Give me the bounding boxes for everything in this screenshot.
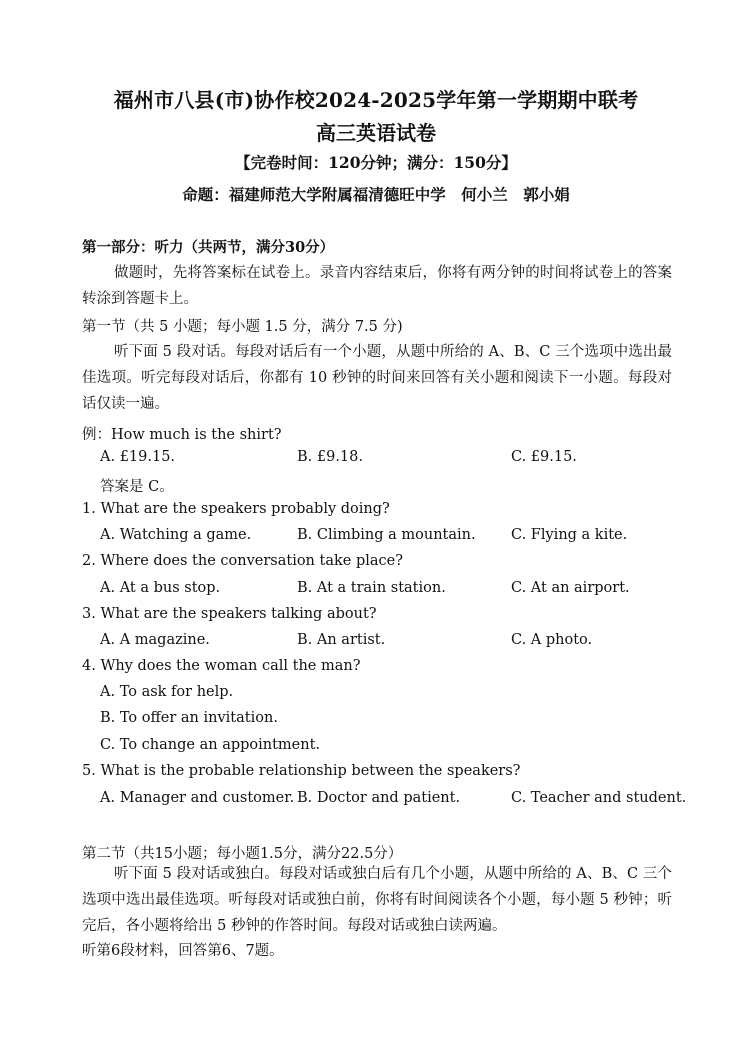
q2-option-a: A. At a bus stop. <box>100 580 221 596</box>
q5-option-c: C. Teacher and student. <box>511 790 687 806</box>
question-5: 5. What is the probable relationship between the speakers? <box>82 763 521 779</box>
exam-author: 命题：福建师范大学附属福清德旺中学 何小兰 郭小娟 <box>182 185 570 204</box>
question-1: 1. What are the speakers probably doing? <box>82 501 390 517</box>
q3-option-c: C. A photo. <box>511 632 593 648</box>
q5-option-a: A. Manager and customer. <box>100 790 295 806</box>
material-note: 听第6段材料，回答第6、7题。 <box>82 943 284 959</box>
q1-option-a: A. Watching a game. <box>100 527 252 543</box>
q1-option-c: C. Flying a kite. <box>511 527 628 543</box>
example-option-c: C. £9.15. <box>511 449 577 465</box>
example-question: 例：How much is the shirt? <box>82 427 282 443</box>
section2-heading: 第二节（共15小题；每小题1.5分，满分22.5分） <box>82 846 403 862</box>
question-4: 4. Why does the woman call the man? <box>82 658 361 674</box>
part1-instruction: 做题时，先将答案标在试卷上。录音内容结束后，你将有两分钟的时间将试卷上的答案转涂到答题卡上。 <box>82 265 672 307</box>
q4-option-c: C. To change an appointment. <box>100 737 321 753</box>
q1-option-b: B. Climbing a mountain. <box>297 527 476 543</box>
q2-option-b: B. At a train station. <box>297 580 446 596</box>
example-option-b: B. £9.18. <box>297 449 363 465</box>
section1-instruction: 听下面 5 段对话。每段对话后有一个小题，从题中所给的 A、B、C 三个选项中选出最佳选项。听完每段对话后，你都有 10 秒钟的时间来回答有关小题和阅读下一小题。每段对话仅读一遍。 <box>82 344 672 412</box>
section2-instruction: 听下面 5 段对话或独白。每段对话或独白后有几个小题，从题中所给的 A、B、C 三个选项中选出最佳选项。听每段对话或独白前，你将有时间阅读各个小题，每小题 5 秒钟；听完后，各小题将给出 5 秒钟的作答时间。每段对话或独白读两遍。 <box>82 866 672 934</box>
section1-heading: 第一节（共 5 小题；每小题 1.5 分，满分 7.5 分) <box>82 319 403 335</box>
q3-option-a: A. A magazine. <box>100 632 210 648</box>
part1-heading: 第一部分：听力（共两节，满分30分） <box>82 239 335 256</box>
q5-option-b: B. Doctor and patient. <box>297 790 461 806</box>
question-3: 3. What are the speakers talking about? <box>82 606 377 622</box>
q4-option-a: A. To ask for help. <box>100 684 234 700</box>
exam-time-score: 【完卷时间：120分钟；满分：150分】 <box>235 153 517 172</box>
example-option-a: A. £19.15. <box>100 449 176 465</box>
exam-title-line2: 高三英语试卷 <box>316 121 436 145</box>
q2-option-c: C. At an airport. <box>511 580 630 596</box>
exam-title-line1: 福州市八县(市)协作校2024-2025学年第一学期期中联考 <box>113 88 639 112</box>
example-answer: 答案是 C。 <box>100 479 174 495</box>
q4-option-b: B. To offer an invitation. <box>100 710 278 726</box>
q3-option-b: B. An artist. <box>297 632 386 648</box>
question-2: 2. Where does the conversation take place? <box>82 553 403 569</box>
